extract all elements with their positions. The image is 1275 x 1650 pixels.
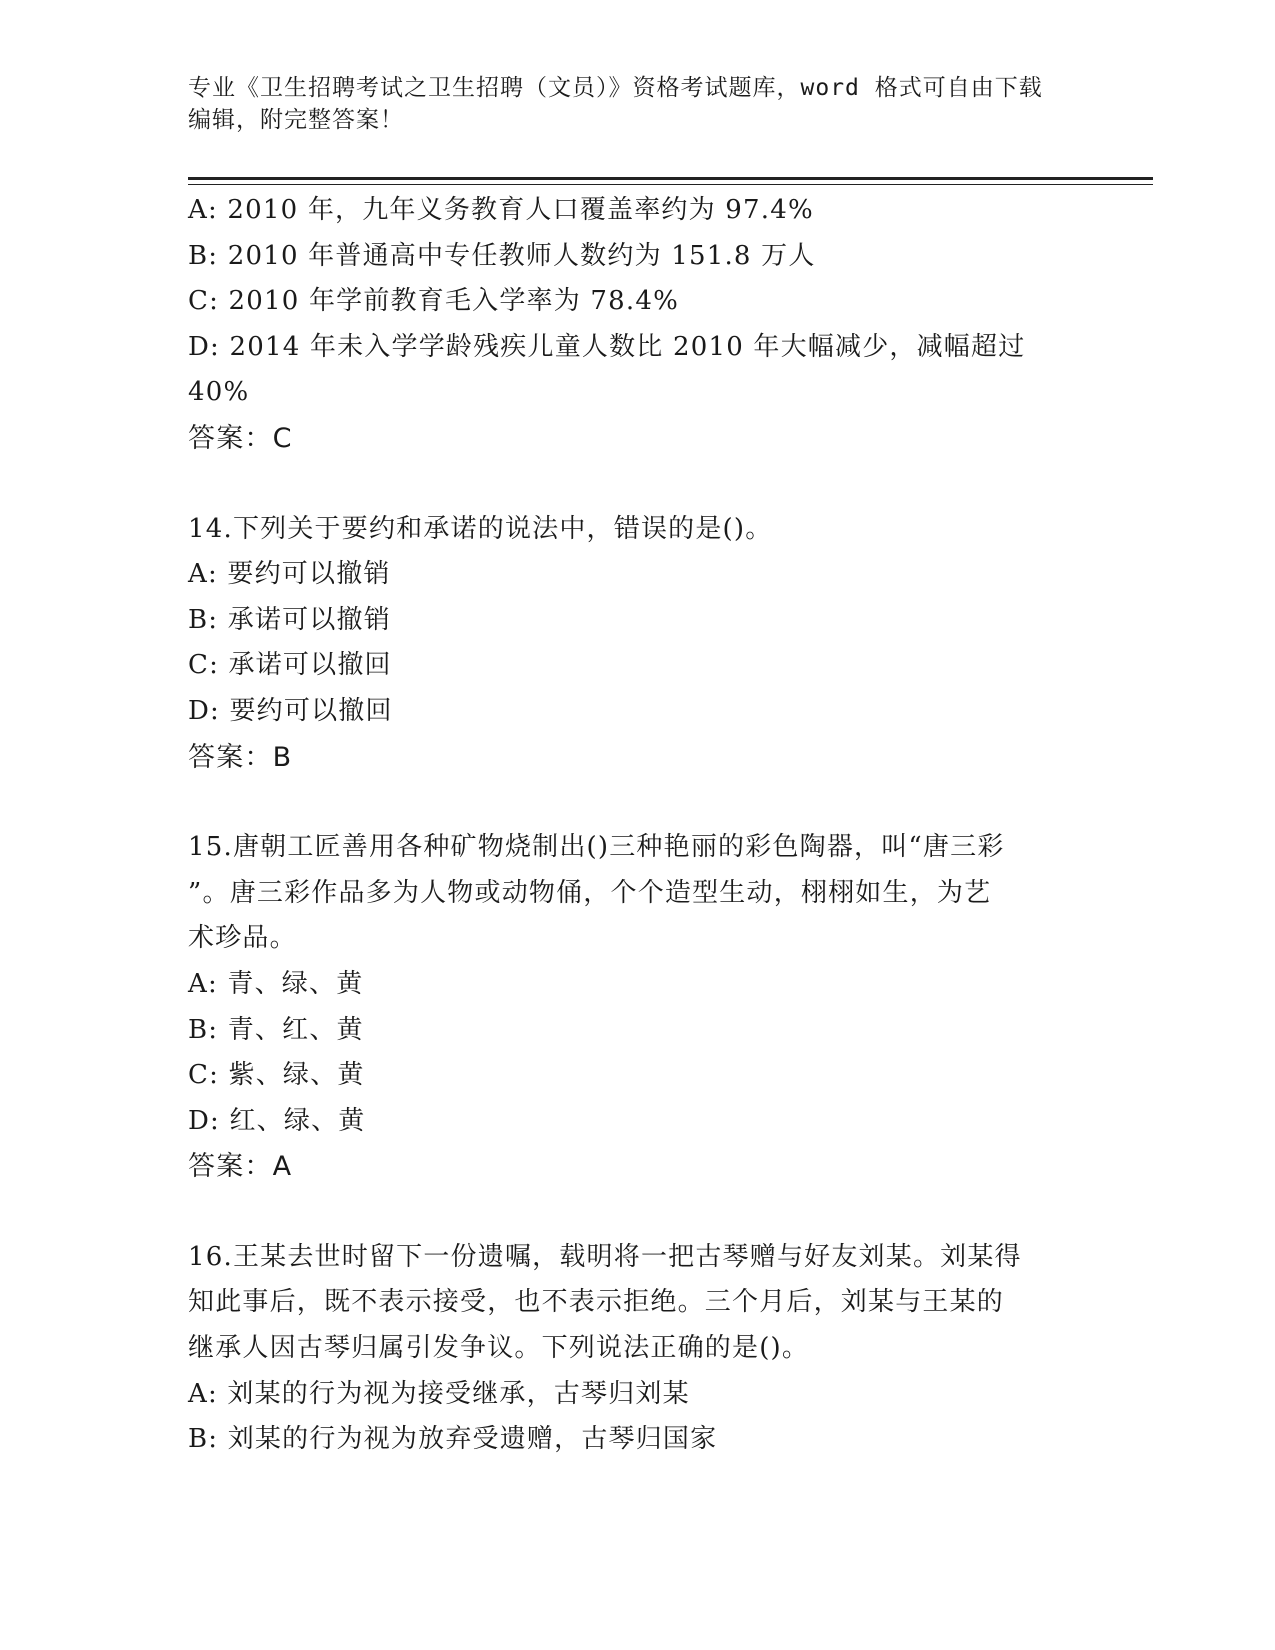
- option-a: A: 要约可以撤销: [188, 559, 391, 590]
- question-15: [188, 825, 1088, 1190]
- answer-line: 答案：A: [188, 1151, 293, 1183]
- option-b: B: 刘某的行为视为放弃受遗赠，古琴归国家: [188, 1424, 718, 1455]
- option-a: A: 2010 年，九年义务教育人口覆盖率约为 97.4%: [188, 195, 814, 225]
- question-stem-line-1: 16.王某去世时留下一份遗嘱，载明将一把古琴赠与好友刘某。刘某得: [188, 1241, 1022, 1272]
- option-b: B: 2010 年普通高中专任教师人数约为 151.8 万人: [188, 240, 816, 271]
- option-c: C: 2010 年学前教育毛入学率为 78.4%: [188, 286, 680, 317]
- option-a: A: 青、绿、黄: [188, 968, 364, 999]
- header-title-line-2: 编辑，附完整答案！: [188, 107, 404, 133]
- question-stem-line-1: 15.唐朝工匠善用各种矿物烧制出()三种艳丽的彩色陶器，叫“唐三彩: [188, 832, 1005, 863]
- question-13-continued: [188, 188, 1088, 462]
- option-d: D: 2014 年未入学学龄残疾儿童人数比 2010 年大幅减少，减幅超过: [188, 331, 1026, 362]
- question-stem-line-2: ”。唐三彩作品多为人物或动物俑，个个造型生动，栩栩如生，为艺: [188, 877, 992, 908]
- option-b: B: 青、红、黄: [188, 1014, 364, 1045]
- question-list: [188, 188, 1088, 1463]
- option-d: D: 要约可以撤回: [188, 695, 393, 726]
- option-d-continued: 40%: [188, 377, 250, 408]
- question-stem-line-3: 继承人因古琴归属引发争议。下列说法正确的是()。: [188, 1333, 810, 1364]
- question-stem-line-3: 术珍品。: [188, 923, 297, 954]
- question-stem: 14.下列关于要约和承诺的说法中，错误的是()。: [188, 513, 773, 544]
- document-header: [188, 72, 1088, 136]
- answer-line: 答案：B: [188, 741, 293, 773]
- option-c: C: 承诺可以撤回: [188, 650, 392, 681]
- question-16: [188, 1235, 1088, 1463]
- question-14: [188, 507, 1088, 781]
- header-title-line-1: 专业《卫生招聘考试之卫生招聘（文员）》资格考试题库，word 格式可自由下载: [188, 75, 1043, 101]
- header-divider-thick: [188, 177, 1153, 180]
- header-divider-thin: [188, 184, 1153, 185]
- option-c: C: 紫、绿、黄: [188, 1060, 365, 1091]
- answer-line: 答案：C: [188, 422, 293, 454]
- question-stem-line-2: 知此事后，既不表示接受，也不表示拒绝。三个月后，刘某与王某的: [188, 1287, 1005, 1318]
- option-d: D: 红、绿、黄: [188, 1105, 366, 1136]
- option-a: A: 刘某的行为视为接受继承，古琴归刘某: [188, 1378, 690, 1409]
- option-b: B: 承诺可以撤销: [188, 604, 391, 635]
